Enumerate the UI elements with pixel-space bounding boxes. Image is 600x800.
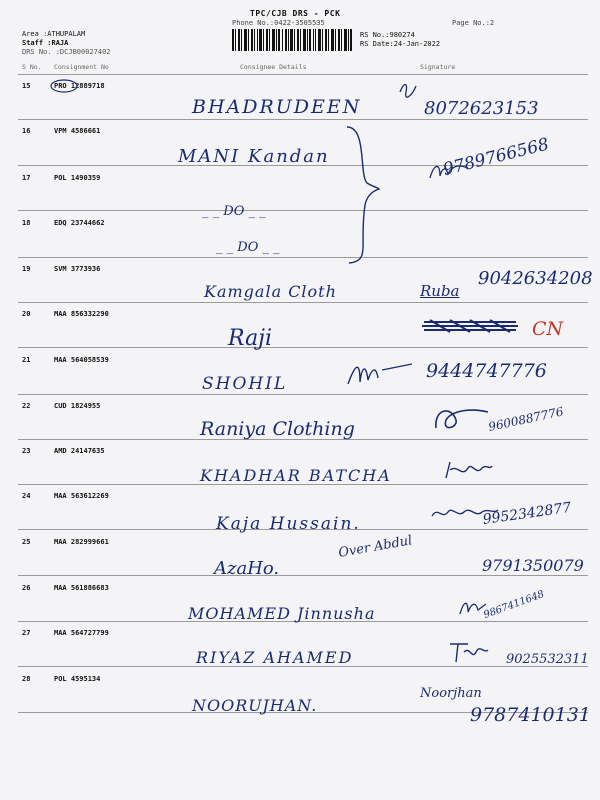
consignment-number: SVM 3773936 [54,265,101,273]
row-number: 28 [22,675,31,683]
handwritten-signature: Noorjhan [420,686,482,701]
row-divider [18,210,588,211]
consignment-number: CUD 1824955 [54,402,101,410]
row-number: 25 [22,538,31,546]
consignment-number: PRO 12889718 [54,82,105,90]
handwritten-phone: 9867411648 [482,588,546,621]
handwritten-phone: 9787410131 [470,704,591,726]
handwritten-name: RIYAZ AHAMED [196,648,354,667]
consignment-number: MAA 856332290 [54,310,109,318]
handwritten-name: KHADHAR BATCHA [200,466,392,485]
barcode-image [232,29,352,51]
row-divider [18,302,588,303]
consignment-number: MAA 561886683 [54,584,109,592]
handwritten-phone: 9791350079 [482,556,584,575]
handwritten-phone: 8072623153 [424,98,539,119]
column-header-signature: Signature [420,63,456,71]
handwritten-name: Raji [228,326,273,351]
consignment-number: POL 1490359 [54,174,101,182]
handwritten-phone: 9789766568 [441,134,551,180]
row-number: 18 [22,219,31,227]
row-divider [18,394,588,395]
scratch-out-mark-icon [420,318,520,334]
row-number: 27 [22,629,31,637]
sheet-title: TPC/CJB DRS - PCK [250,9,341,18]
handwritten-name: NOORUJHAN. [192,696,318,715]
handwritten-signature: Ruba [420,282,460,300]
handwritten-ditto: _ _ DO _ _ [202,204,266,219]
row-divider [18,347,588,348]
handwritten-name: Kaja Hussain. [216,514,361,534]
signature-scribble-icon [432,402,492,436]
handwritten-name: AzaHo. [214,558,280,579]
area-label: Area :ATHUPALAM [22,30,86,38]
column-header-details: Consignee Details [240,63,307,71]
consignment-number: MAA 563612269 [54,492,109,500]
row-number: 17 [22,174,31,182]
handwritten-phone: 9025532311 [506,652,589,667]
handwritten-name: SHOHIL [202,374,288,394]
signature-scribble-icon [398,80,418,98]
consignment-number: VPM 4586661 [54,127,101,135]
row-number: 15 [22,82,31,90]
rs-number: RS No.:980274 [360,31,415,39]
row-number: 24 [22,492,31,500]
handwritten-name: BHADRUDEEN [192,96,362,118]
column-header-sno: S No. [22,63,42,71]
consignment-number: MAA 564727799 [54,629,109,637]
row-number: 19 [22,265,31,273]
handwritten-note: CN [532,318,564,340]
handwritten-phone: 9444747776 [426,360,547,382]
row-divider [18,119,588,120]
brace-mark-icon [343,125,383,265]
signature-scribble-icon [346,360,416,388]
handwritten-name: MOHAMED Jinnusha [188,604,376,623]
consignment-number: AMD 24147635 [54,447,105,455]
handwritten-name: Kamgala Cloth [204,282,337,301]
row-number: 16 [22,127,31,135]
handwritten-signature: Over Abdul [337,533,414,561]
row-number: 21 [22,356,31,364]
row-number: 22 [22,402,31,410]
staff-label: Staff :RAJA [22,39,69,47]
consignment-number: EDQ 23744662 [54,219,105,227]
circle-mark-icon [50,78,80,94]
handwritten-phone: 9600887776 [487,404,565,434]
rs-date: RS Date:24-Jan-2022 [360,40,441,48]
row-number: 26 [22,584,31,592]
column-header-consignment: Consignment No [54,63,109,71]
signature-scribble-icon [444,460,494,482]
row-divider [18,257,588,258]
header-divider [18,74,588,75]
row-number: 20 [22,310,31,318]
consignment-number: MAA 282999661 [54,538,109,546]
row-number: 23 [22,447,31,455]
handwritten-name: MANI Kandan [178,146,330,167]
phone-number: Phone No.:0422-3505535 [232,19,325,27]
handwritten-phone: 9952342877 [481,499,573,528]
consignment-number: MAA 564058539 [54,356,109,364]
handwritten-phone: 9042634208 [478,268,593,289]
page-number: Page No.:2 [452,19,495,27]
row-divider [18,575,588,576]
drs-number: DRS No. :DCJB00027402 [22,48,111,56]
consignment-number: POL 4595134 [54,675,101,683]
signature-scribble-icon [446,640,490,666]
handwritten-ditto: _ _ DO _ _ [216,240,280,255]
handwritten-name: Raniya Clothing [200,418,355,440]
